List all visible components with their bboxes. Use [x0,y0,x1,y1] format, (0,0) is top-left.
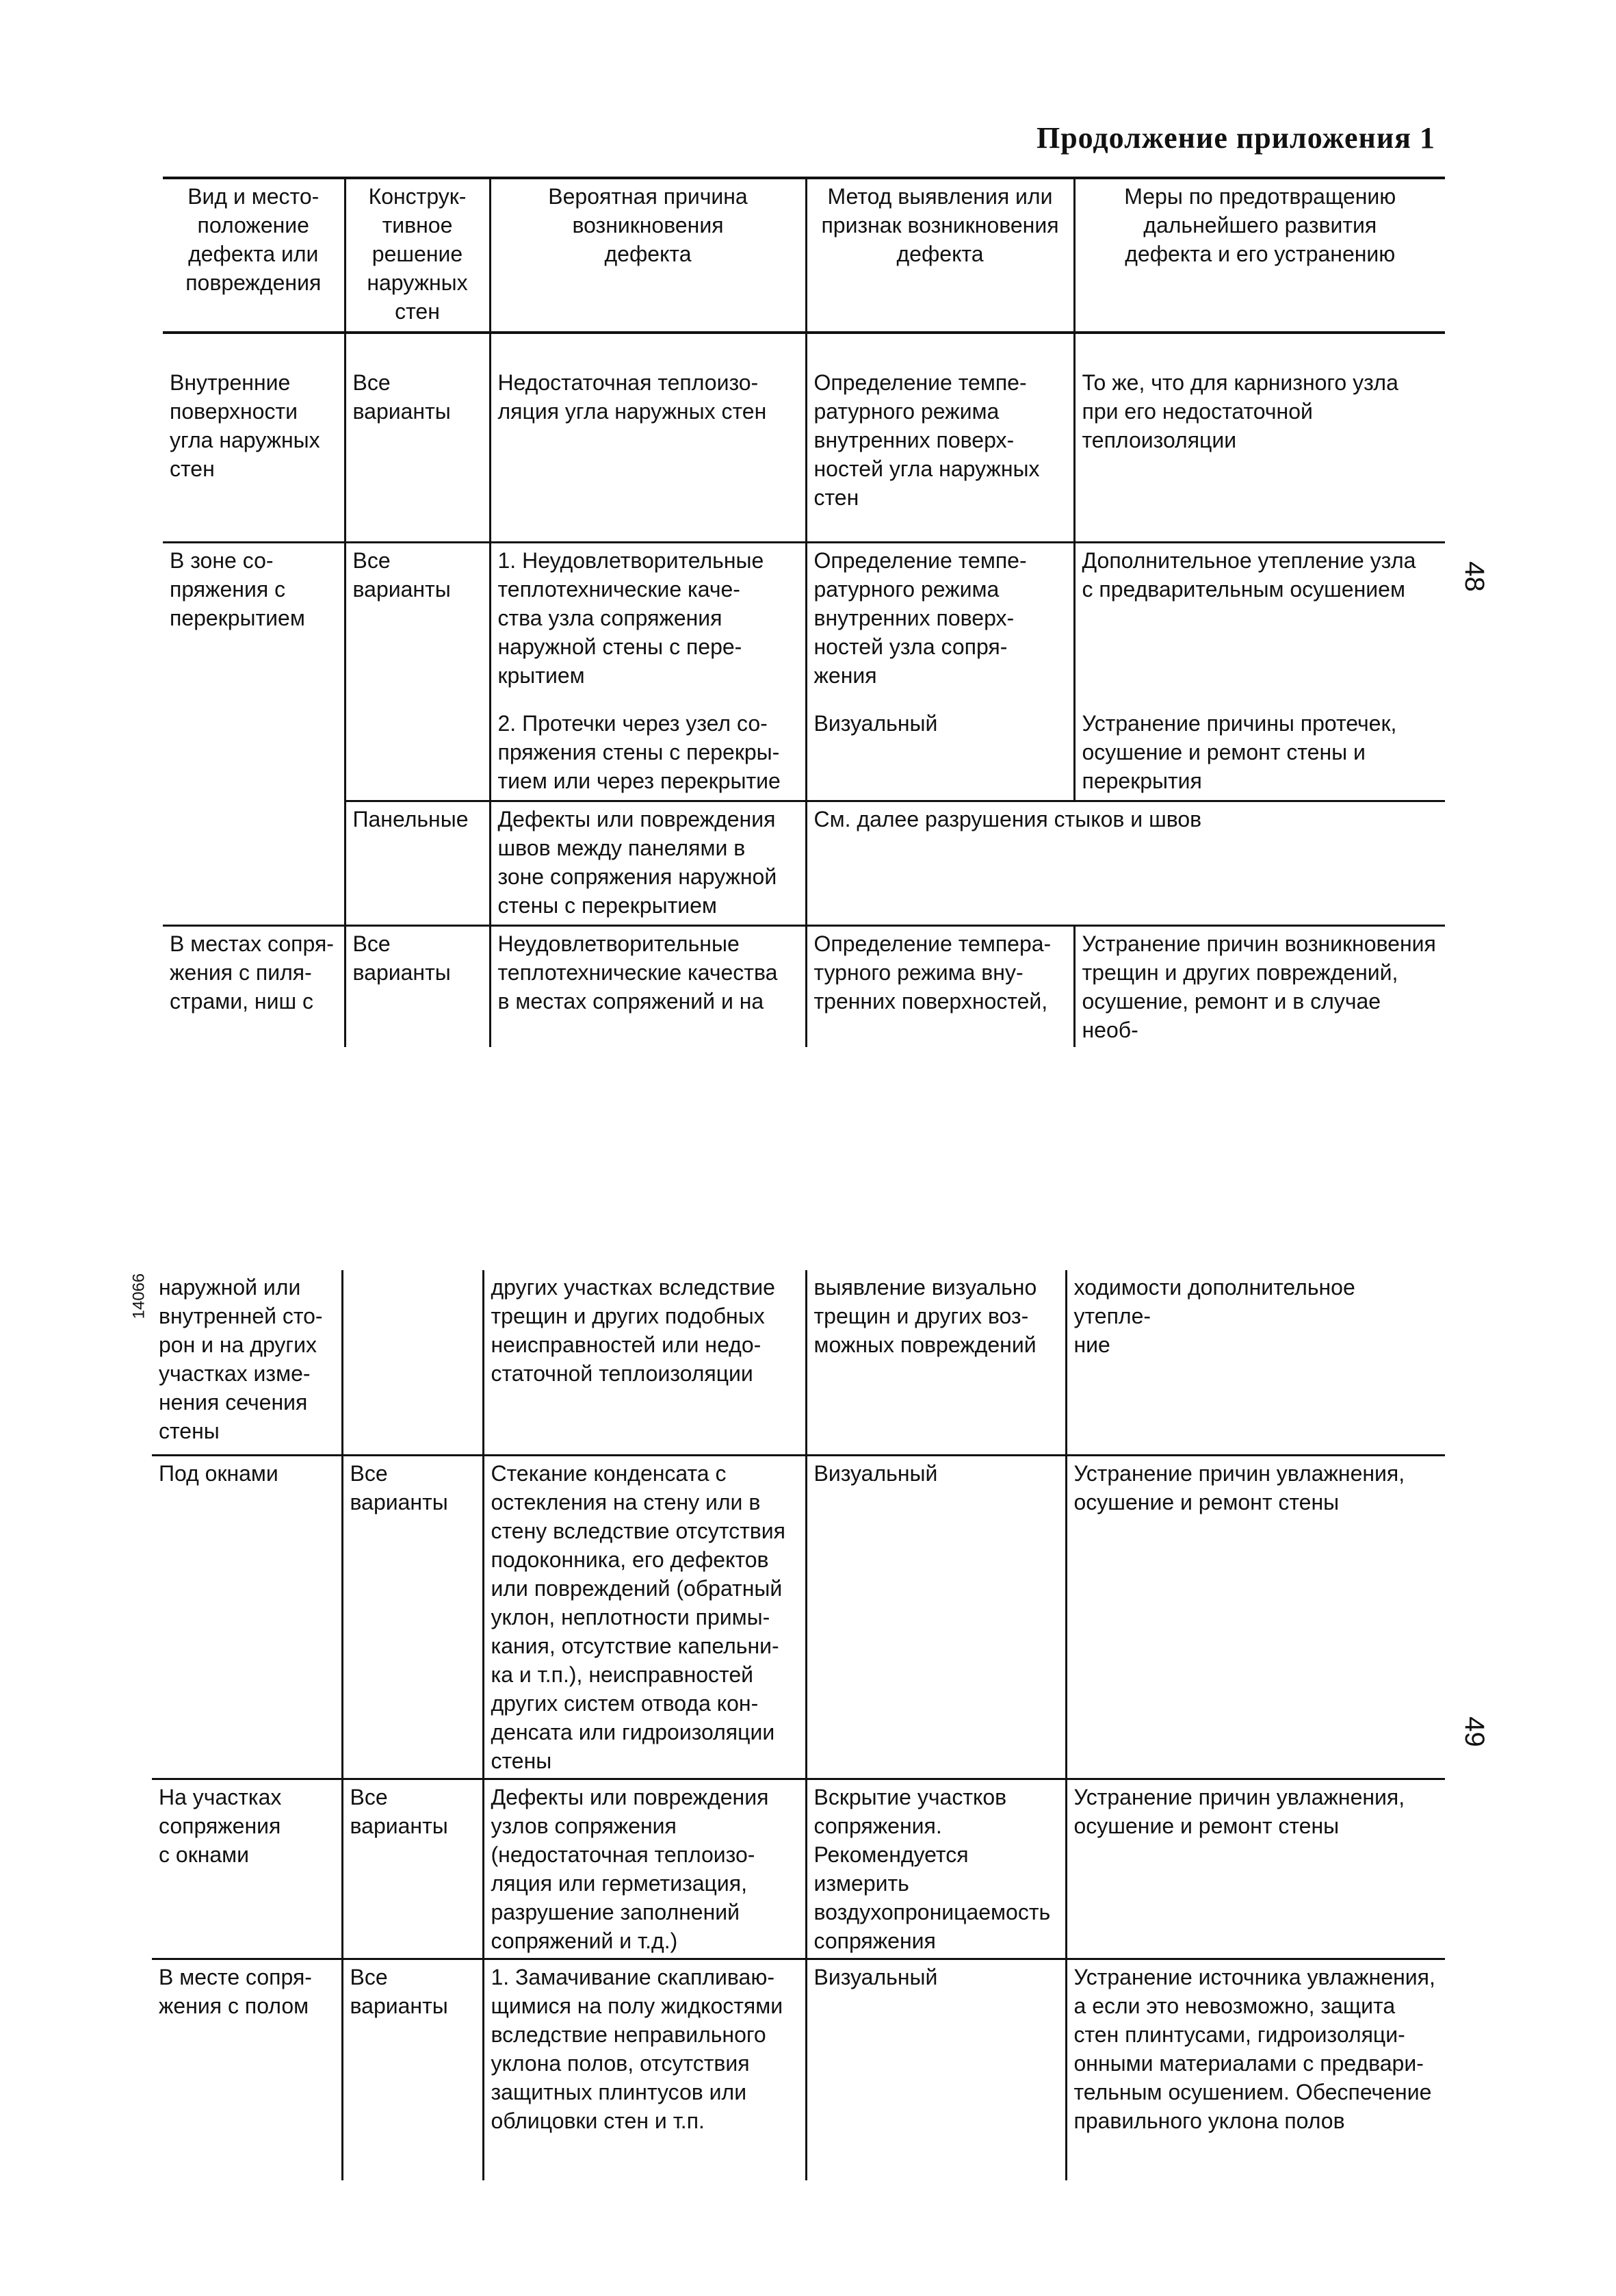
table-header-row [163,178,1445,333]
cell-measures: Устранение причин увлажнения, осушение и ремонт стены [1066,1455,1445,1779]
table-row [163,925,1445,1047]
cell-location: В зоне со- пряжения с перекрытием [163,542,345,925]
cell-design [342,1270,483,1455]
cell-design: Все варианты [342,1779,483,1959]
table-row [163,333,1445,542]
cell-cause: Неудовлетворительные теплотехнические качества в местах сопряжений и на [490,925,806,1047]
cell-cause: других участках вследствие трещин и других подобных неисправностей или недо- статочной теплоизоляции [483,1270,806,1455]
cell-method: Визуальный [806,706,1074,801]
cell-location: Внутренние поверхности угла наружных стен [163,333,345,542]
cell-location: На участках сопряжения с окнами [152,1779,342,1959]
cell-cause: Стекание конденсата с остекления на стену или в стену вследствие отсутствия подоконника, его дефектов или повреждений (обратный уклон, неплотности примы- кания, отсутствие капельни- ка и т.п.), неисправностей других систем отвода кон- денсата или гидроизоляции стены [483,1455,806,1779]
cell-measures: Устранение причин возникновения трещин и других повреждений, осушение, ремонт и в случае необ- [1074,925,1445,1047]
cell-measures: ходимости дополнительное утепле- ние [1066,1270,1445,1455]
cell-method: Определение темпе- ратурного режима внутренних поверх- ностей узла сопря- жения [806,542,1074,706]
cell-measures: Дополнительное утепление узла с предварительным осушением [1074,542,1445,706]
cell-design: Все варианты [342,1455,483,1779]
cell-measures: Устранение источника увлажнения, а если это невозможно, защита стен плинтусами, гидроизоляци- онными материалами с предвари- тельным осушением. Обеспечение правильного уклона полов [1066,1959,1445,2180]
cell-measures: Устранение причин увлажнения, осушение и ремонт стены [1066,1779,1445,1959]
cell-cause: Дефекты или повреждения швов между панелями в зоне сопряжения наружной стены с перекрытием [490,801,806,925]
cell-design: Все варианты [342,1959,483,2180]
defects-table-part-2 [152,1270,1445,2180]
cell-design: Все варианты [345,925,490,1047]
table-row [152,1959,1445,2180]
header-measures: Меры по предотвращению дальнейшего развития дефекта и его устранению [1074,178,1445,333]
cell-cause: Недостаточная теплоизо- ляция угла наружных стен [490,333,806,542]
cell-measures: То же, что для карнизного узла при его недостаточной теплоизоляции [1074,333,1445,542]
cell-location: наружной или внутренней сто- рон и на других участках изме- нения сечения стены [152,1270,342,1455]
page-number-upper: 48 [1459,561,1489,592]
cell-design: Все варианты [345,542,490,801]
header-defect-location: Вид и место- положение дефекта или повреждения [163,178,345,333]
cell-cause: Дефекты или повреждения узлов сопряжения (недостаточная теплоизо- ляция или герметизация, разрушение заполнений сопряжений и т.д.) [483,1779,806,1959]
header-detection-method: Метод выявления или признак возникновения дефекта [806,178,1074,333]
table-row [163,542,1445,706]
cell-cause: 1. Неудовлетворительные теплотехнические каче- ства узла сопряжения наружной стены с пере- крытием [490,542,806,706]
cell-method: Визуальный [806,1455,1066,1779]
cell-method: выявление визуально трещин и других воз- можных повреждений [806,1270,1066,1455]
header-probable-cause: Вероятная причина возникновения дефекта [490,178,806,333]
cell-method-measures: См. далее разрушения стыков и швов [806,801,1445,925]
cell-cause: 1. Замачивание скапливаю- щимися на полу жидкостями вследствие неправильного уклона полов, отсутствия защитных плинтусов или облицовки стен и т.п. [483,1959,806,2180]
cell-method: Вскрытие участков сопряжения. Рекомендуется измерить воздухопроницаемость сопряжения [806,1779,1066,1959]
cell-location: Под окнами [152,1455,342,1779]
defects-table-part-1 [163,177,1445,1047]
page-number-lower: 49 [1459,1716,1489,1747]
table-row [152,1779,1445,1959]
table-row [163,801,1445,925]
cell-cause: 2. Протечки через узел со- пряжения стены с перекры- тием или через перекрытие [490,706,806,801]
page-heading: Продолжение приложения 1 [1036,121,1435,155]
cell-design: Панельные [345,801,490,925]
cell-method: Визуальный [806,1959,1066,2180]
cell-design: Все варианты [345,333,490,542]
table-row [152,1270,1445,1455]
archive-code: 14066 [129,1273,148,1319]
cell-measures: Устранение причины протечек, осушение и ремонт стены и перекрытия [1074,706,1445,801]
cell-location: В месте сопря- жения с полом [152,1959,342,2180]
table-row [152,1455,1445,1779]
header-wall-design: Конструк- тивное решение наружных стен [345,178,490,333]
cell-method: Определение темпера- турного режима вну- тренних поверхностей, [806,925,1074,1047]
cell-method: Определение темпе- ратурного режима внутренних поверх- ностей угла наружных стен [806,333,1074,542]
cell-location: В местах сопря- жения с пиля- страми, ниш с [163,925,345,1047]
